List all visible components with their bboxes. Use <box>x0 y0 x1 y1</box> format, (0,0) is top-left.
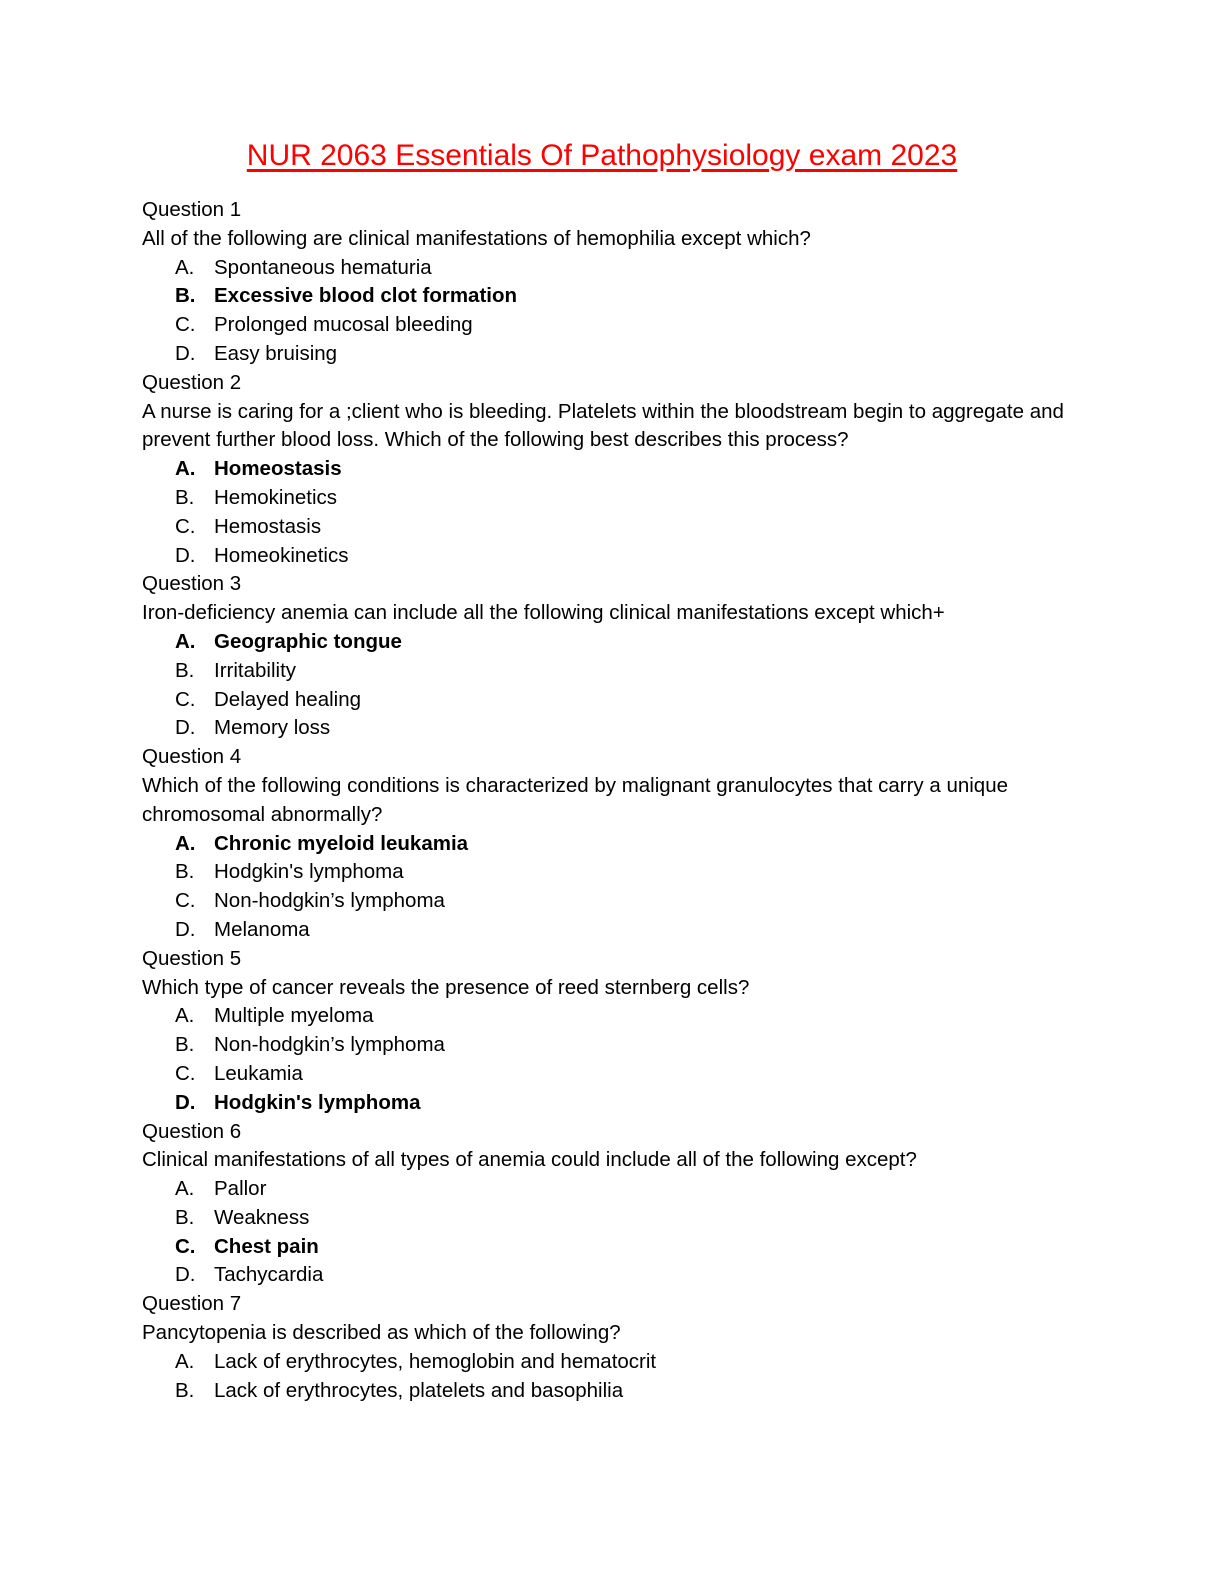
answer-option[interactable] <box>142 830 1064 859</box>
answer-option[interactable] <box>142 513 1064 542</box>
question-stem: Clinical manifestations of all types of anemia could include all of the following except? <box>142 1148 917 1172</box>
answer-option-letter: C. <box>175 514 196 538</box>
answer-option-list <box>142 1002 1064 1117</box>
question-block <box>142 369 1064 571</box>
answer-option-letter: A. <box>175 1177 195 1201</box>
answer-option-list <box>142 628 1064 743</box>
answer-option[interactable] <box>142 311 1064 340</box>
answer-option[interactable] <box>142 628 1064 657</box>
question-stem: A nurse is caring for a ;client who is bleeding. Platelets within the bloodstream begin to aggregate and prevent further blood loss. Which of the following best describes this process? <box>142 399 1064 452</box>
answer-option-letter: A. <box>175 457 196 481</box>
answer-option-text: Multiple myeloma <box>214 1004 374 1028</box>
answer-option[interactable] <box>142 1175 1064 1204</box>
answer-option-text: Pallor <box>214 1177 267 1201</box>
answer-option-letter: B. <box>175 1205 195 1229</box>
answer-option[interactable] <box>142 1031 1064 1060</box>
question-block <box>142 196 1064 369</box>
answer-option-text: Homeostasis <box>214 457 342 481</box>
question-block <box>142 743 1064 945</box>
answer-option-list <box>142 830 1064 945</box>
answer-option-letter: D. <box>175 1090 196 1114</box>
answer-option[interactable] <box>142 254 1064 283</box>
answer-option[interactable] <box>142 455 1064 484</box>
answer-option-letter: C. <box>175 313 196 337</box>
answer-option-letter: B. <box>175 1033 195 1057</box>
answer-option-text: Geographic tongue <box>214 629 402 653</box>
answer-option-letter: C. <box>175 687 196 711</box>
answer-option-letter: A. <box>175 1349 195 1373</box>
answer-option-text: Lack of erythrocytes, hemoglobin and hematocrit <box>214 1349 657 1373</box>
answer-option-letter: C. <box>175 889 196 913</box>
answer-option-text: Non-hodgkin’s lymphoma <box>214 889 445 913</box>
answer-option[interactable] <box>142 1348 1064 1377</box>
answer-option[interactable] <box>142 686 1064 715</box>
answer-option[interactable] <box>142 340 1064 369</box>
answer-option[interactable] <box>142 1089 1064 1118</box>
answer-option-text: Tachycardia <box>214 1263 324 1287</box>
question-label: Question 1 <box>142 198 242 221</box>
answer-option-text: Easy bruising <box>214 341 338 365</box>
answer-option-text: Homeokinetics <box>214 543 349 567</box>
answer-option-letter: A. <box>175 1004 195 1028</box>
question-label: Question 6 <box>142 1119 242 1143</box>
question-label: Question 7 <box>142 1292 242 1316</box>
answer-option-text: Delayed healing <box>214 687 362 711</box>
answer-option-letter: C. <box>175 1061 196 1085</box>
answer-option-letter: A. <box>175 629 196 653</box>
answer-option-letter: A. <box>175 831 196 855</box>
answer-option-text: Chest pain <box>214 1234 319 1258</box>
answer-option[interactable] <box>142 1377 1064 1406</box>
question-stem: All of the following are clinical manifestations of hemophilia except which? <box>142 226 811 250</box>
answer-option-letter: D. <box>175 1263 196 1287</box>
question-block <box>142 570 1064 743</box>
answer-option-text: Leukamia <box>214 1061 303 1085</box>
answer-option-text: Non-hodgkin’s lymphoma <box>214 1033 445 1057</box>
answer-option-letter: C. <box>175 1234 196 1258</box>
answer-option-text: Melanoma <box>214 917 310 941</box>
answer-option[interactable] <box>142 1002 1064 1031</box>
answer-option-text: Memory loss <box>214 716 331 740</box>
answer-option-text: Weakness <box>214 1205 310 1229</box>
answer-option[interactable] <box>142 484 1064 513</box>
answer-option-list <box>142 254 1064 369</box>
answer-option-text: Lack of erythrocytes, platelets and basophilia <box>214 1378 624 1402</box>
answer-option-text: Hemostasis <box>214 514 322 538</box>
question-stem: Which of the following conditions is characterized by malignant granulocytes that carry a unique chromosomal abnormally? <box>142 773 1009 826</box>
answer-option-list <box>142 1348 1064 1406</box>
answer-option[interactable] <box>142 916 1064 945</box>
answer-option[interactable] <box>142 1261 1064 1290</box>
answer-option-letter: A. <box>175 255 195 279</box>
question-stem: Iron-deficiency anemia can include all the following clinical manifestations except which+ <box>142 601 945 625</box>
answer-option-letter: B. <box>175 658 195 682</box>
answer-option-letter: D. <box>175 543 196 567</box>
answer-option-letter: B. <box>175 1378 195 1402</box>
answer-option[interactable] <box>142 1204 1064 1233</box>
question-label: Question 3 <box>142 572 242 596</box>
answer-option-text: Hodgkin's lymphoma <box>214 1090 421 1114</box>
answer-option-letter: B. <box>175 485 195 509</box>
question-label: Question 2 <box>142 370 242 394</box>
question-stem: Pancytopenia is described as which of the following? <box>142 1321 621 1345</box>
question-stem: Which type of cancer reveals the presence of reed sternberg cells? <box>142 975 750 999</box>
answer-option-text: Chronic myeloid leukamia <box>214 831 469 855</box>
answer-option-text: Excessive blood clot formation <box>214 284 518 308</box>
question-block <box>142 945 1064 1118</box>
answer-option[interactable] <box>142 542 1064 571</box>
answer-option[interactable] <box>142 657 1064 686</box>
answer-option-letter: D. <box>175 341 196 365</box>
answer-option-text: Irritability <box>214 658 297 682</box>
answer-option[interactable] <box>142 1060 1064 1089</box>
answer-option-list <box>142 1175 1064 1290</box>
answer-option-list <box>142 455 1064 570</box>
answer-option[interactable] <box>142 887 1064 916</box>
answer-option-text: Spontaneous hematuria <box>214 255 432 279</box>
answer-option-letter: B. <box>175 284 196 308</box>
answer-option[interactable] <box>142 282 1064 311</box>
answer-option-letter: D. <box>175 917 196 941</box>
exam-questions-container <box>142 196 1064 1405</box>
answer-option-text: Hodgkin's lymphoma <box>214 860 404 884</box>
question-label: Question 4 <box>142 745 242 769</box>
answer-option[interactable] <box>142 1233 1064 1262</box>
question-label: Question 5 <box>142 946 242 970</box>
page-title: NUR 2063 Essentials Of Pathophysiology exam 2023 <box>246 139 958 172</box>
answer-option-letter: D. <box>175 716 196 740</box>
answer-option[interactable] <box>142 858 1064 887</box>
answer-option-text: Hemokinetics <box>214 485 338 509</box>
question-block <box>142 1118 1064 1291</box>
answer-option-letter: B. <box>175 860 195 884</box>
question-block <box>142 1290 1064 1405</box>
answer-option-text: Prolonged mucosal bleeding <box>214 313 473 337</box>
answer-option[interactable] <box>142 714 1064 743</box>
